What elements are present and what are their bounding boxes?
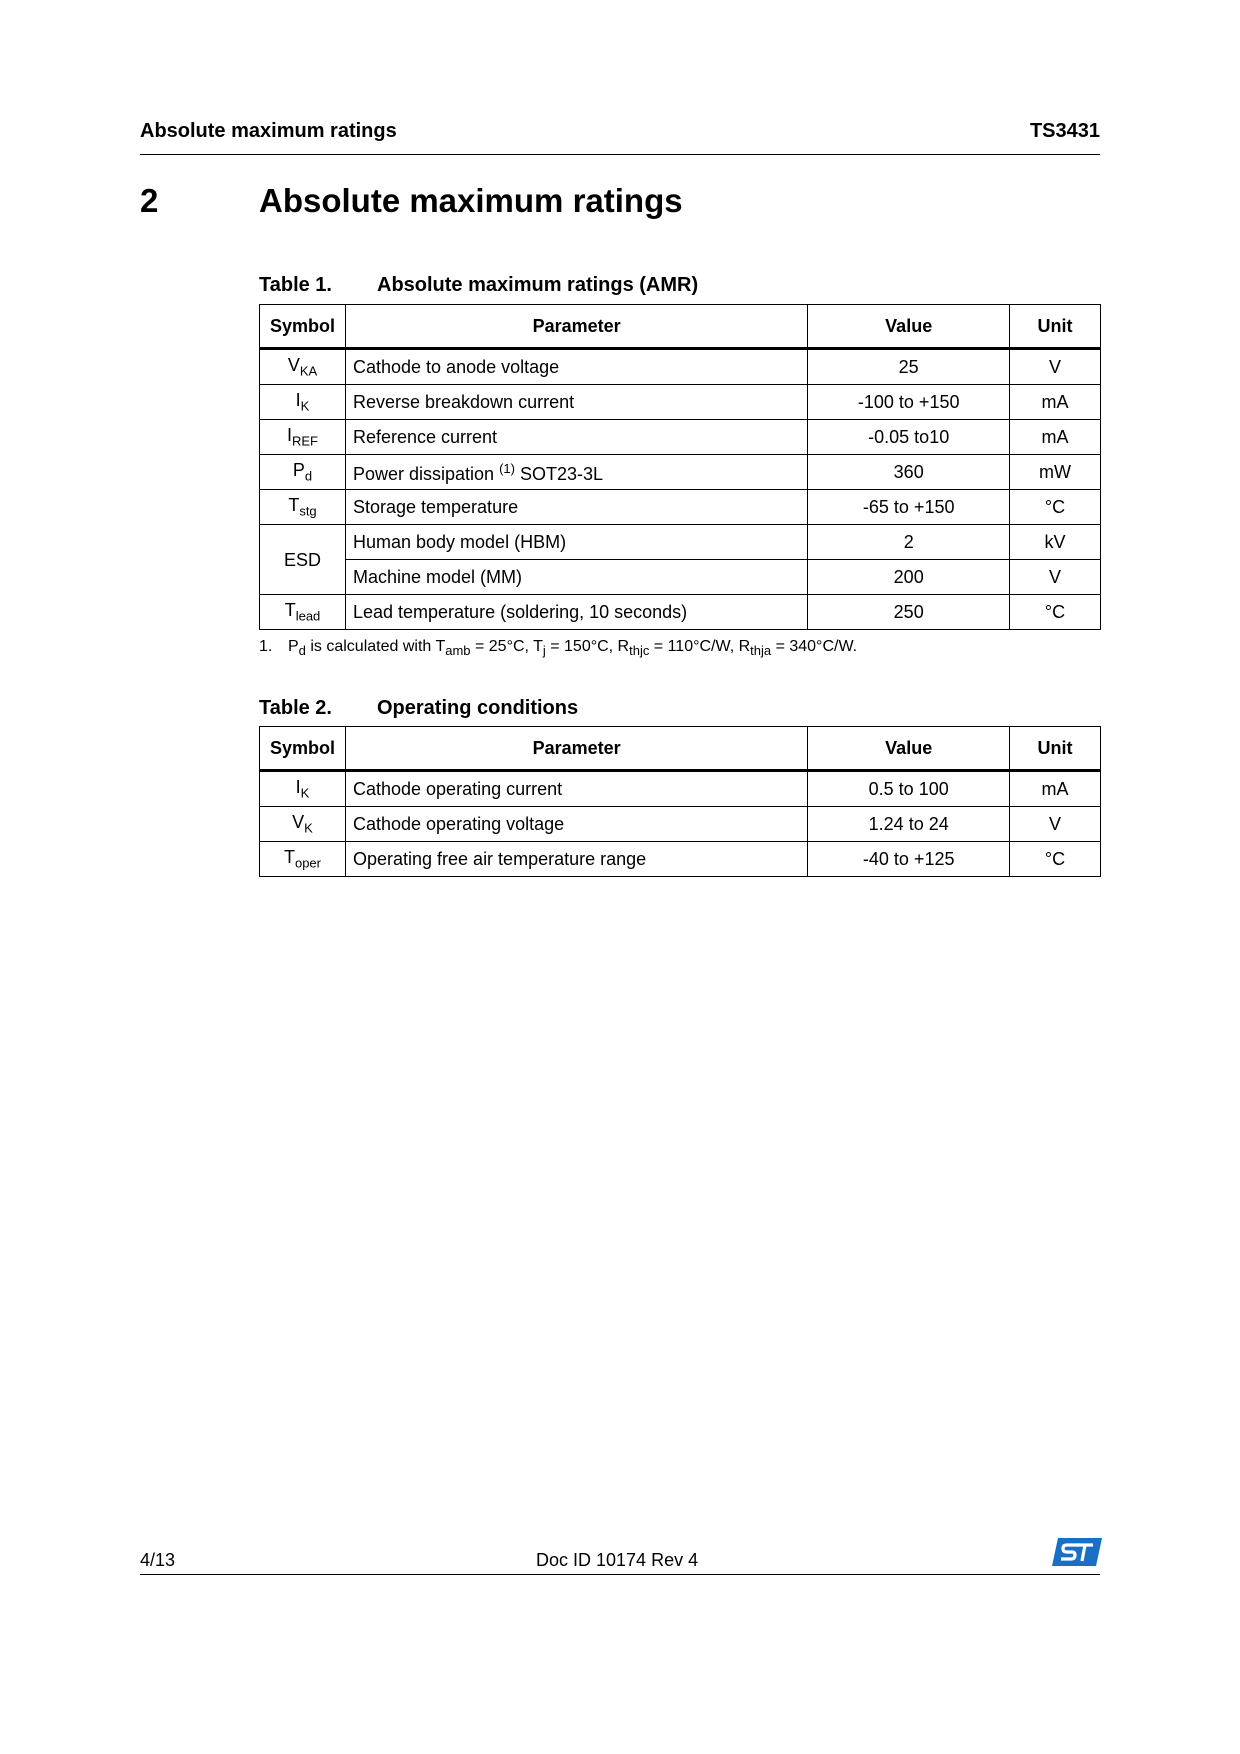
unit-cell: V — [1010, 560, 1101, 595]
table1-label: Table 1. — [259, 274, 332, 296]
parameter-cell: Storage temperature — [345, 490, 807, 525]
parameter-cell: Cathode operating voltage — [345, 807, 807, 842]
symbol-cell: $P_d$ — [260, 455, 346, 490]
table1-col-unit: Unit — [1010, 305, 1101, 349]
unit-cell: °C — [1010, 842, 1101, 877]
symbol-cell: $T_{lead}$ — [260, 595, 346, 630]
table1-header-row — [260, 305, 1101, 349]
page-number: 4/13 — [140, 1550, 176, 1570]
symbol-cell: $T_{oper}$ — [260, 842, 346, 877]
table1-col-value: Value — [808, 305, 1010, 349]
parameter-cell: Machine model (MM) — [345, 560, 807, 595]
parameter-cell: Cathode to anode voltage — [345, 349, 807, 385]
section-title: Absolute maximum ratings — [259, 182, 683, 219]
value-cell: 25 — [808, 349, 1010, 385]
symbol-cell: $V_K$ — [260, 807, 346, 842]
table-row — [260, 385, 1101, 420]
value-cell: -100 to +150 — [808, 385, 1010, 420]
value-cell: -40 to +125 — [808, 842, 1010, 877]
table-row — [260, 525, 1101, 560]
footnote-number: 1. — [259, 638, 273, 655]
table1-caption — [259, 274, 698, 297]
table-row — [260, 771, 1101, 807]
running-header-part-number: TS3431 — [1029, 120, 1100, 142]
unit-cell: mA — [1010, 385, 1101, 420]
section-number: 2 — [140, 182, 159, 219]
table2 — [259, 726, 1101, 877]
value-cell: 200 — [808, 560, 1010, 595]
unit-cell: V — [1010, 807, 1101, 842]
footnote-ref: (1) — [499, 460, 515, 476]
table2-caption — [259, 697, 578, 720]
table1-col-symbol: Symbol — [260, 305, 346, 349]
symbol-cell: $T_{stg}$ — [260, 490, 346, 525]
unit-cell: mA — [1010, 420, 1101, 455]
value-cell: -0.05 to10 — [808, 420, 1010, 455]
unit-cell: °C — [1010, 595, 1101, 630]
unit-cell: kV — [1010, 525, 1101, 560]
unit-cell: mW — [1010, 455, 1101, 490]
unit-cell: mA — [1010, 771, 1101, 807]
table-row — [260, 349, 1101, 385]
table2-header-row — [260, 727, 1101, 771]
table1-title: Absolute maximum ratings (AMR) — [377, 274, 699, 296]
running-header-title: Absolute maximum ratings — [140, 120, 397, 142]
table1-footnote: 1. $P_d$ is calculated with $T_{amb} = 25^\circ C$, $T_j = 150^\circ C$, $R_{thjc} = 110^\circ C/W$, $R_{thja} = 340^\circ C/W$. — [259, 638, 858, 659]
parameter-cell: Reference current — [345, 420, 807, 455]
table-row — [260, 560, 1101, 595]
parameter-cell: Reverse breakdown current — [345, 385, 807, 420]
symbol-cell: $I_K$ — [260, 385, 346, 420]
parameter-cell: Operating free air temperature range — [345, 842, 807, 877]
value-cell: 250 — [808, 595, 1010, 630]
symbol-cell: $I_K$ — [260, 771, 346, 807]
doc-id: Doc ID 10174 Rev 4 — [536, 1550, 699, 1570]
table-row — [260, 455, 1101, 490]
unit-cell: V — [1010, 349, 1101, 385]
table2-col-parameter: Parameter — [345, 727, 807, 771]
symbol-cell: ESD — [260, 525, 346, 595]
value-cell: 0.5 to 100 — [808, 771, 1010, 807]
table2-col-value: Value — [808, 727, 1010, 771]
st-logo-icon — [1052, 1536, 1102, 1568]
parameter-cell: Power dissipation $^{(1)}$ SOT23-3L — [345, 455, 807, 490]
symbol-cell: $I_{REF}$ — [260, 420, 346, 455]
unit-cell: °C — [1010, 490, 1101, 525]
table2-col-symbol: Symbol — [260, 727, 346, 771]
footer-rule — [140, 1574, 1100, 1575]
table1-col-parameter: Parameter — [345, 305, 807, 349]
table-row — [260, 807, 1101, 842]
table2-label: Table 2. — [259, 697, 332, 719]
value-cell: 2 — [808, 525, 1010, 560]
table-row — [260, 595, 1101, 630]
value-cell: -65 to +150 — [808, 490, 1010, 525]
value-cell: 360 — [808, 455, 1010, 490]
parameter-cell: Human body model (HBM) — [345, 525, 807, 560]
parameter-cell: Lead temperature (soldering, 10 seconds) — [345, 595, 807, 630]
value-cell: 1.24 to 24 — [808, 807, 1010, 842]
table2-col-unit: Unit — [1010, 727, 1101, 771]
table-row — [260, 842, 1101, 877]
table-row — [260, 420, 1101, 455]
table1 — [259, 304, 1101, 630]
header-rule — [140, 154, 1100, 155]
table2-title: Operating conditions — [377, 697, 579, 719]
table-row — [260, 490, 1101, 525]
parameter-cell: Cathode operating current — [345, 771, 807, 807]
symbol-cell: $V_{KA}$ — [260, 349, 346, 385]
